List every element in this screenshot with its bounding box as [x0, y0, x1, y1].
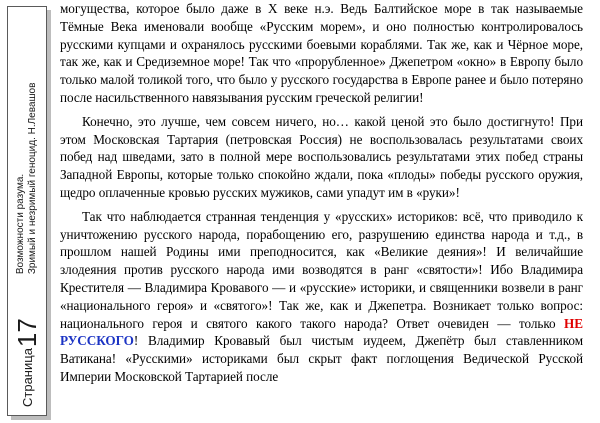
page-label: Страница — [19, 348, 35, 407]
paragraph-1: могущества, которое было даже в X веке н.э. Ведь Балтийское море в так называемые Тёмные Века именовали вообще «Русским морем», и оно полностью контролировалось русскими купцами и охранялось русскими боевыми кораблями. Так же, как и Чёрное море, так же, как и Средиземное море! Так что «прорубленное» Джепетром «окно» в Европу было только малой толикой того, что было у русского государства в Европе ранее и было потеряно после насильственного навязывания русским греческой религии! — [60, 1, 583, 105]
page-body-text — [60, 0, 583, 386]
sidebar-rotated-content — [8, 11, 46, 411]
emphasis-russkogo: РУССКОГО — [60, 333, 134, 349]
book-titles — [15, 83, 39, 275]
book-title-line-1: Возможности разума. — [15, 173, 26, 275]
paragraph-2: Конечно, это лучше, чем совсем ничего, но… какой ценой это было достигнуто! При этом Московская Тартария (петровская Россия) не воспользовалась результатами своих побед над шведами, зато в полной мере воспользовались результатами этих побед страны Западной Европы, которые только спокойно ждали, пока «плоды» победы русского оружия, щедро оплаченные кровью русских мужиков, сами упадут им в «руки»! — [60, 113, 583, 200]
page-number: 17 — [11, 318, 42, 348]
paragraph-3-start: Так что наблюдается странная тенденция у «русских» историков: всё, что приводило к уничтожению русского народа, порабощению его, разрушению единства народа и т.д., в прошлом нашей Родины ими преподносится, как «Великие деяния»! И величайшие злодеяния против русского народа ими возводятся в ранг «святости»! Ибо Владимира Крестителя — Владимира Кровавого — и «русские» историки, и священники возвели в ранг «национального героя» и «святого»! Так же, как и Джепетра. Возникает только вопрос: национального героя и святого какого такого народа? Ответ очевиден — только — [60, 208, 583, 331]
emphasis-ne: НЕ — [564, 315, 583, 331]
paragraph-3-end: ! Владимир Кровавый был чистым иудеем, Джепётр был ставленником Ватикана! «Русскими» историками был скрыт факт поглощения Ведической Русской Империи Московской Тартарией после — [60, 333, 583, 384]
book-title-line-2: Зримый и незримый геноцид. Н.Левашов — [27, 82, 38, 275]
paragraph-3 — [60, 208, 583, 386]
page-sidebar — [7, 6, 47, 416]
